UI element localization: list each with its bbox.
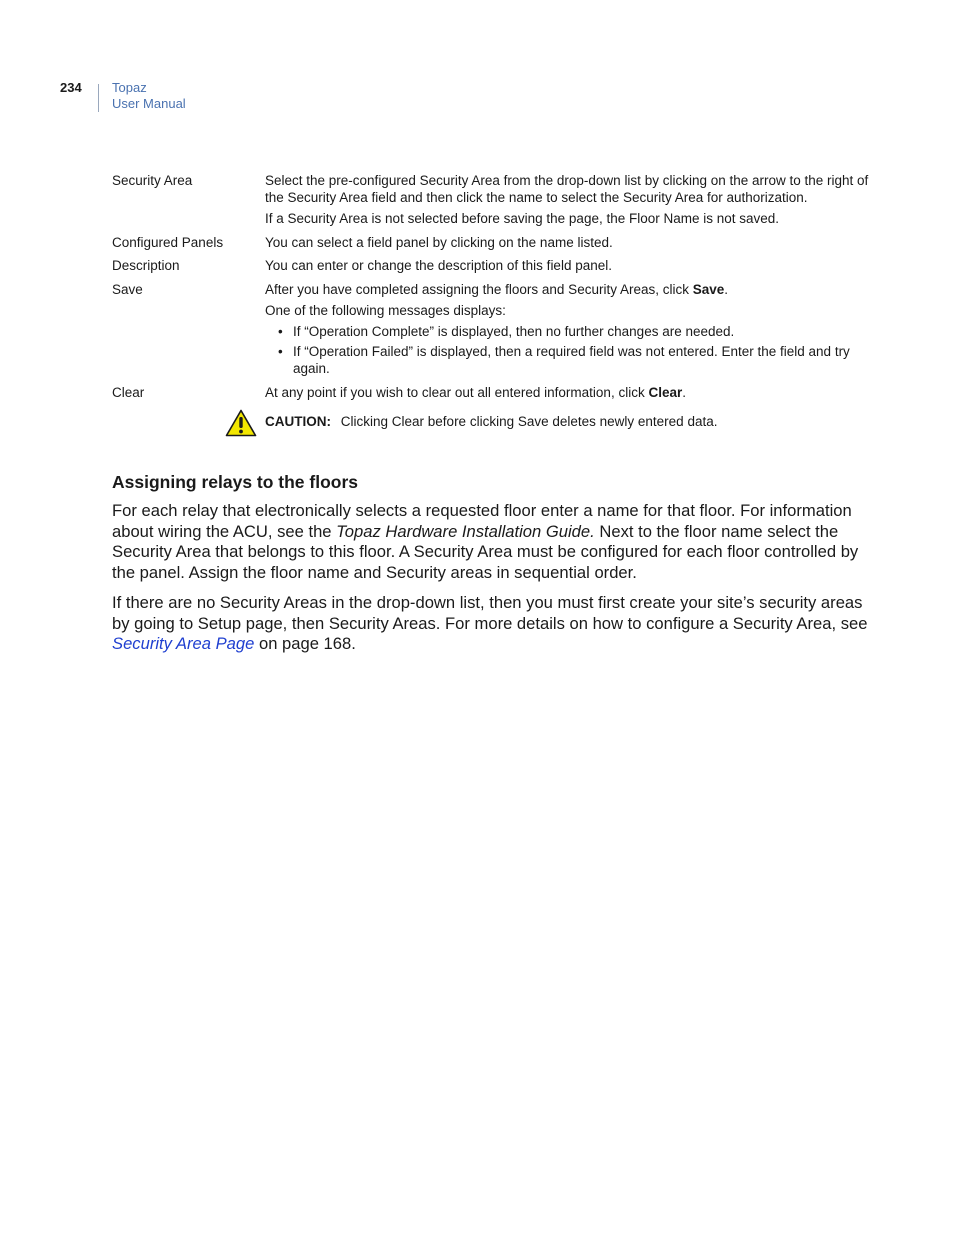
definition-clear <box>265 384 872 430</box>
definition-text: You can enter or change the description of this field panel. <box>265 258 612 273</box>
security-area-page-link[interactable]: Security Area Page <box>112 634 255 653</box>
page-number: 234 <box>60 80 82 95</box>
definition-description <box>265 257 872 274</box>
header-doc-title: User Manual <box>112 96 186 111</box>
term-clear: Clear <box>112 385 145 400</box>
clear-ui-label: Clear <box>648 385 683 400</box>
header-divider <box>98 84 99 112</box>
text-run: . <box>682 385 686 400</box>
caution-note <box>265 413 872 430</box>
definition-row-description <box>112 257 872 274</box>
definition-row-configured-panels <box>112 234 872 251</box>
definition-text <box>265 384 872 401</box>
definition-text: If a Security Area is not selected before saving the page, the Floor Name is not saved. <box>265 211 780 226</box>
list-item: • If “Operation Complete” is displayed, then no further changes are needed. <box>265 323 872 340</box>
term-description: Description <box>112 258 180 273</box>
definition-configured-panels <box>265 234 872 251</box>
guide-title: Topaz Hardware Installation Guide. <box>336 521 595 541</box>
save-ui-label: Save <box>692 282 725 297</box>
section-heading: Assigning relays to the floors <box>112 472 359 492</box>
list-item: • If “Operation Failed” is displayed, then a required field was not entered. Enter the field and try again. <box>265 343 872 377</box>
message-list <box>265 323 872 377</box>
definition-text: Select the pre-configured Security Area from the drop-down list by clicking on the arrow to the right of the Security Area field and then click the name to select the Security Area for authorization. <box>265 173 869 205</box>
definition-text <box>265 281 872 298</box>
text-run: After you have completed assigning the floors and Security Areas, click <box>265 282 693 297</box>
definition-row-security-area <box>112 172 872 227</box>
text-run: At any point if you wish to clear out all entered information, click <box>265 385 649 400</box>
definition-row-clear <box>112 384 872 430</box>
text-run: . <box>724 282 729 297</box>
running-header <box>112 80 186 112</box>
definition-security-area <box>265 172 872 227</box>
text-run: on page 168. <box>254 634 356 653</box>
caution-text: Clicking Clear before clicking Save deletes newly entered data. <box>340 414 718 429</box>
section-assigning-relays <box>112 471 872 665</box>
header-product: Topaz <box>112 80 147 95</box>
definition-text: You can select a field panel by clicking on the name listed. <box>265 235 613 250</box>
text-run: Next to the floor name select the Security Area that belongs to this floor. A Security Area must be configured for each floor controlled by the panel. Assign the floor name and Security areas in sequential order. <box>112 521 859 582</box>
term-save: Save <box>112 282 143 297</box>
definition-text: One of the following messages displays: <box>265 303 506 318</box>
body-paragraph <box>112 593 872 655</box>
definition-save <box>265 281 872 377</box>
text-run: For each relay that electronically selects a requested floor enter a name for that floor. For information about wiring the ACU, see the <box>112 501 852 541</box>
body-paragraph <box>112 501 872 583</box>
field-definitions-table <box>112 172 872 430</box>
caution-label: CAUTION: <box>265 414 331 429</box>
term-security-area: Security Area <box>112 173 193 188</box>
text-run: If there are no Security Areas in the drop-down list, then you must first create your site’s security areas by going to Setup page, then Security Areas. For more details on how to configure a Security Area, see <box>112 593 868 633</box>
definition-row-save <box>112 281 872 377</box>
term-configured-panels: Configured Panels <box>112 235 224 250</box>
warning-triangle-icon <box>225 409 257 437</box>
